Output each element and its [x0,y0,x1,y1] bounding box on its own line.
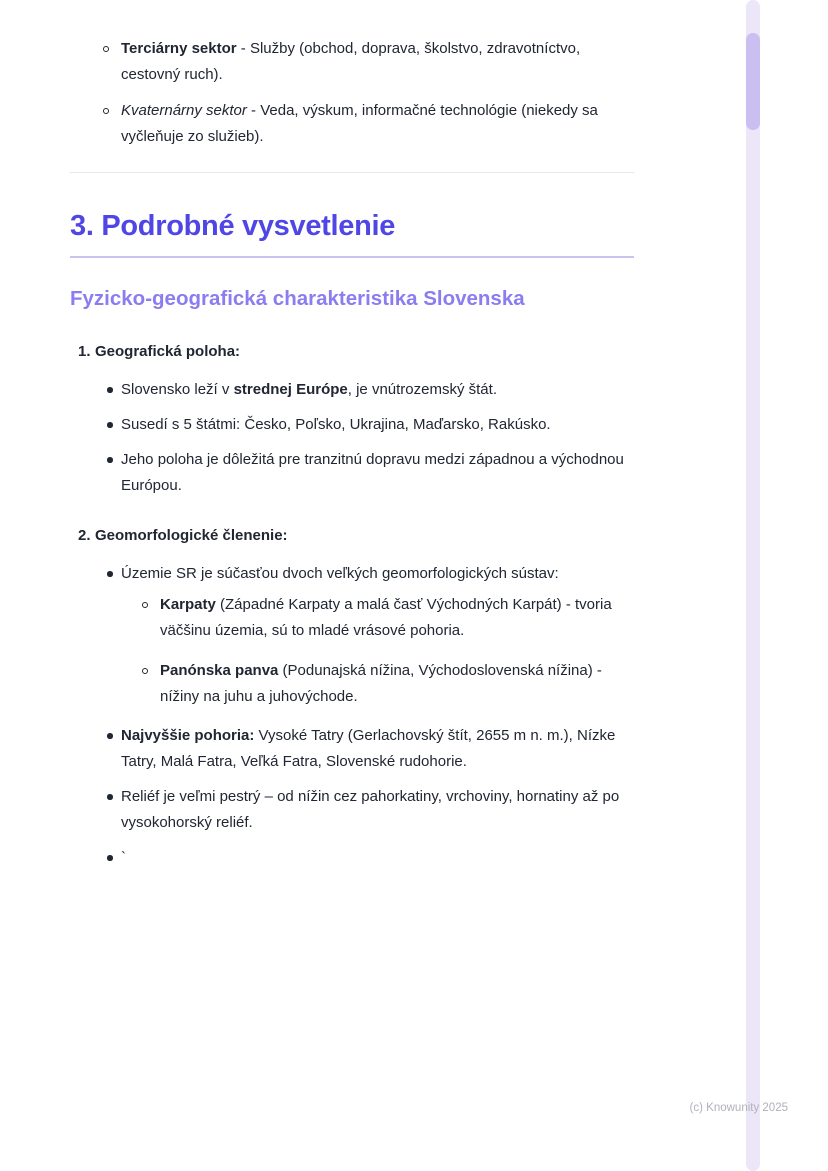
text-bold: Najvyššie pohoria: [121,727,255,744]
sub-bullet-list [121,592,634,710]
term-bold: Terciárny sektor [121,40,237,57]
list-item-text: Jeho poloha je dôležitá pre tranzitnú dopravu medzi západnou a východnou Európou. [121,451,624,494]
scrollbar-track[interactable] [746,0,760,1171]
circle-bullet-icon [103,98,121,114]
document-page [70,0,634,880]
list-item-text [121,561,634,714]
list-item [70,377,634,403]
list-item [70,36,634,88]
list-item-text [160,658,634,710]
list-item-text: Reliéf je veľmi pestrý – od nížin cez pahorkatiny, vrchoviny, hornatiny až po vysokohorský reliéf. [121,788,620,831]
item-label: Geomorfologické členenie: [95,527,288,544]
disc-bullet-icon [107,447,121,463]
disc-bullet-icon [107,412,121,428]
term-italic: Kvaternárny sektor [121,102,247,119]
text-bold: Karpaty [160,596,216,613]
circle-bullet-icon [142,592,160,608]
disc-bullet-icon [107,723,121,739]
numbered-item [70,339,634,365]
term-rest: - Veda, výskum, informačné technológie (niekedy sa vyčleňuje zo služieb). [121,102,598,145]
bullet-list [70,377,634,499]
text-bold: Panónska panva [160,662,279,679]
list-item-text [121,98,634,150]
section-divider [70,172,634,173]
disc-bullet-icon [107,784,121,800]
list-item-text [121,723,634,775]
disc-bullet-icon [107,377,121,393]
list-item [70,98,634,150]
list-item [70,412,634,438]
list-item-text [121,36,634,88]
term-rest: - Služby (obchod, doprava, školstvo, zdravotníctvo, cestovný ruch). [121,40,581,83]
list-item [70,561,634,714]
list-item [70,723,634,775]
list-item-text: Susedí s 5 štátmi: Česko, Poľsko, Ukrajina, Maďarsko, Rakúsko. [121,416,551,433]
item-number: 1. [78,343,91,360]
list-item [70,447,634,499]
scrollbar-thumb[interactable] [746,33,760,130]
disc-bullet-icon [107,845,121,861]
list-item [70,784,634,836]
list-item [121,592,634,644]
text: Slovensko leží v [121,381,234,398]
text: (Podunajská nížina, Východoslovenská nížina) - nížiny na juhu a juhovýchode. [160,662,602,705]
list-item-text [121,377,634,403]
item-number: 2. [78,527,91,544]
heading-rule [70,256,634,258]
circle-bullet-icon [142,658,160,674]
footer-copyright: (c) Knowunity 2025 [689,1102,788,1114]
text: (Západné Karpaty a malá časť Východných Karpát) - tvoria väčšinu územia, sú to mladé vrásové pohoria. [160,596,612,639]
text-bold: strednej Európe [233,381,348,398]
disc-bullet-icon [107,561,121,577]
numbered-item [70,523,634,549]
list-item-text [160,592,634,644]
subsection-heading: Fyzicko-geografická charakteristika Slovenska [70,287,525,310]
item-label: Geografická poloha: [95,343,241,360]
intro-list [70,0,634,150]
bullet-list [70,561,634,871]
list-item [121,658,634,710]
text: Územie SR je súčasťou dvoch veľkých geomorfologických sústav: [121,565,559,582]
text: Vysoké Tatry (Gerlachovský štít, 2655 m n. m.), Nízke Tatry, Malá Fatra, Veľká Fatra, Slovenské rudohorie. [121,727,616,770]
list-item [70,845,634,871]
list-item-text: ` [121,849,126,866]
section-heading: 3. Podrobné vysvetlenie [70,210,396,242]
text: , je vnútrozemský štát. [347,381,497,398]
circle-bullet-icon [103,36,121,52]
